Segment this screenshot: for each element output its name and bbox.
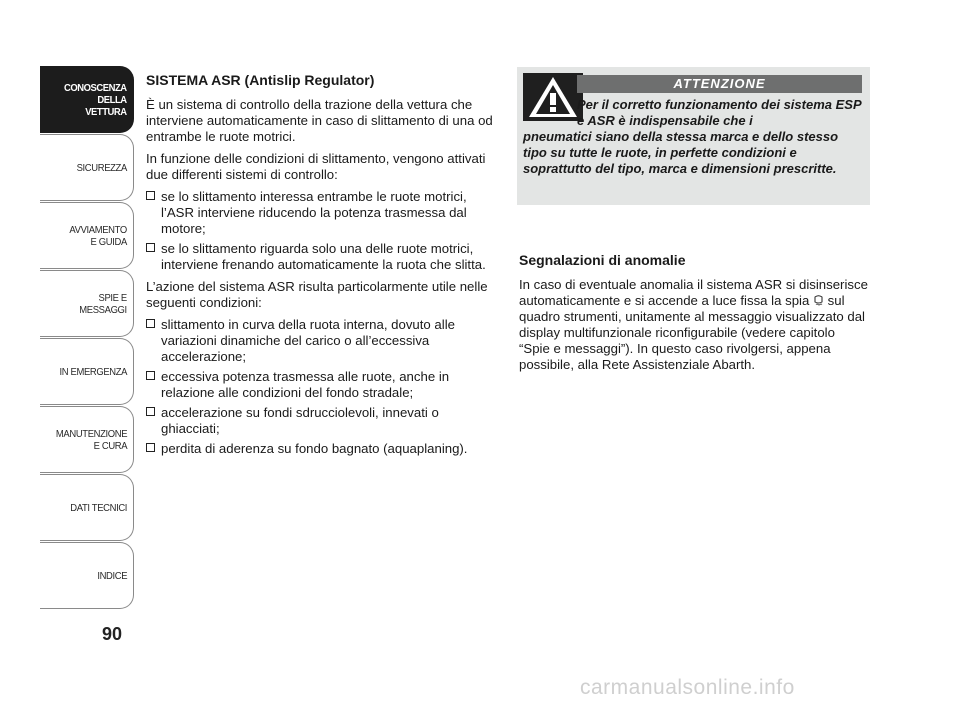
tab-conoscenza-della-vettura[interactable] <box>40 66 134 133</box>
anomalies-title: Segnalazioni di anomalie <box>519 252 686 268</box>
tab-label: MANUTENZIONE E CURA <box>55 427 127 452</box>
checkbox-bullet-icon <box>146 243 155 252</box>
tab-label: INDICE <box>97 569 127 582</box>
anomalies-paragraph: In caso di eventuale anomalia il sistema ASR si disinserisce automaticamente e si accende a luce fissa la spia sul quadro strumenti, unitamente al messaggio visualizzato dal display multifunzionale riconfigurabile (vedere capitolo “Spie e messaggi”). In questo caso rivolgersi, appena possibile, alla Rete Assistenziale Abarth. <box>519 277 868 372</box>
section-title: SISTEMA ASR (Antislip Regulator) <box>146 72 375 88</box>
tab-avviamento-e-guida[interactable] <box>40 202 134 269</box>
useful-intro: L’azione del sistema ASR risulta particolarmente utile nelle seguenti condizioni: <box>146 279 488 310</box>
tab-label: CONOSCENZA DELLA VETTURA <box>64 81 127 118</box>
conditions-intro: In funzione delle condizioni di slittamento, vengono attivati due differenti sistemi di controllo: <box>146 151 486 182</box>
attention-box <box>517 67 870 205</box>
tab-label: SPIE E MESSAGGI <box>79 291 127 316</box>
esp-warning-light-icon <box>813 294 824 305</box>
tab-label: SICUREZZA <box>76 161 127 174</box>
tab-indice[interactable] <box>40 542 134 609</box>
tab-sicurezza[interactable] <box>40 134 134 201</box>
tab-dati-tecnici[interactable] <box>40 474 134 541</box>
conditions-list <box>146 189 496 273</box>
attention-text: Per il corretto funzionamento dei sistema ESP e ASR è indispensabile che i pneumatici siano della stessa marca e dello stesso tipo su tutte le ruote, in perfette condizioni e soprattutto del tipo, marca e dimensioni prescritte. <box>523 97 862 176</box>
tab-label: IN EMERGENZA <box>59 365 127 378</box>
tab-manutenzione-e-cura[interactable] <box>40 406 134 473</box>
checkbox-bullet-icon <box>146 443 155 452</box>
list-item: se lo slittamento riguarda solo una delle ruote motrici, interviene frenando automaticamente la ruota che slitta. <box>146 241 496 273</box>
list-item: se lo slittamento interessa entrambe le ruote motrici, l’ASR interviene riducendo la potenza trasmessa dal motore; <box>146 189 496 237</box>
checkbox-bullet-icon <box>146 371 155 380</box>
attention-label: ATTENZIONE <box>577 75 862 93</box>
checkbox-bullet-icon <box>146 191 155 200</box>
list-item: perdita di aderenza su fondo bagnato (aquaplaning). <box>146 441 496 457</box>
chapter-tabs <box>40 66 134 610</box>
checkbox-bullet-icon <box>146 407 155 416</box>
list-item: eccessiva potenza trasmessa alle ruote, anche in relazione alle condizioni del fondo stradale; <box>146 369 496 401</box>
right-column <box>519 252 869 379</box>
useful-list <box>146 317 496 457</box>
list-item: slittamento in curva della ruota interna, dovuto alle variazioni dinamiche del carico o all’eccessiva accelerazione; <box>146 317 496 365</box>
tab-spie-e-messaggi[interactable] <box>40 270 134 337</box>
tab-in-emergenza[interactable] <box>40 338 134 405</box>
watermark: carmanualsonline.info <box>580 676 795 699</box>
checkbox-bullet-icon <box>146 319 155 328</box>
left-column <box>146 72 496 463</box>
list-item: accelerazione su fondi sdrucciolevoli, innevati o ghiacciati; <box>146 405 496 437</box>
tab-label: AVVIAMENTO E GUIDA <box>69 223 127 248</box>
intro-paragraph: È un sistema di controllo della trazione della vettura che interviene automaticamente in caso di slittamento di una od entrambe le ruote motrici. <box>146 97 493 144</box>
tab-label: DATI TECNICI <box>70 501 127 514</box>
page-number: 90 <box>102 624 123 644</box>
